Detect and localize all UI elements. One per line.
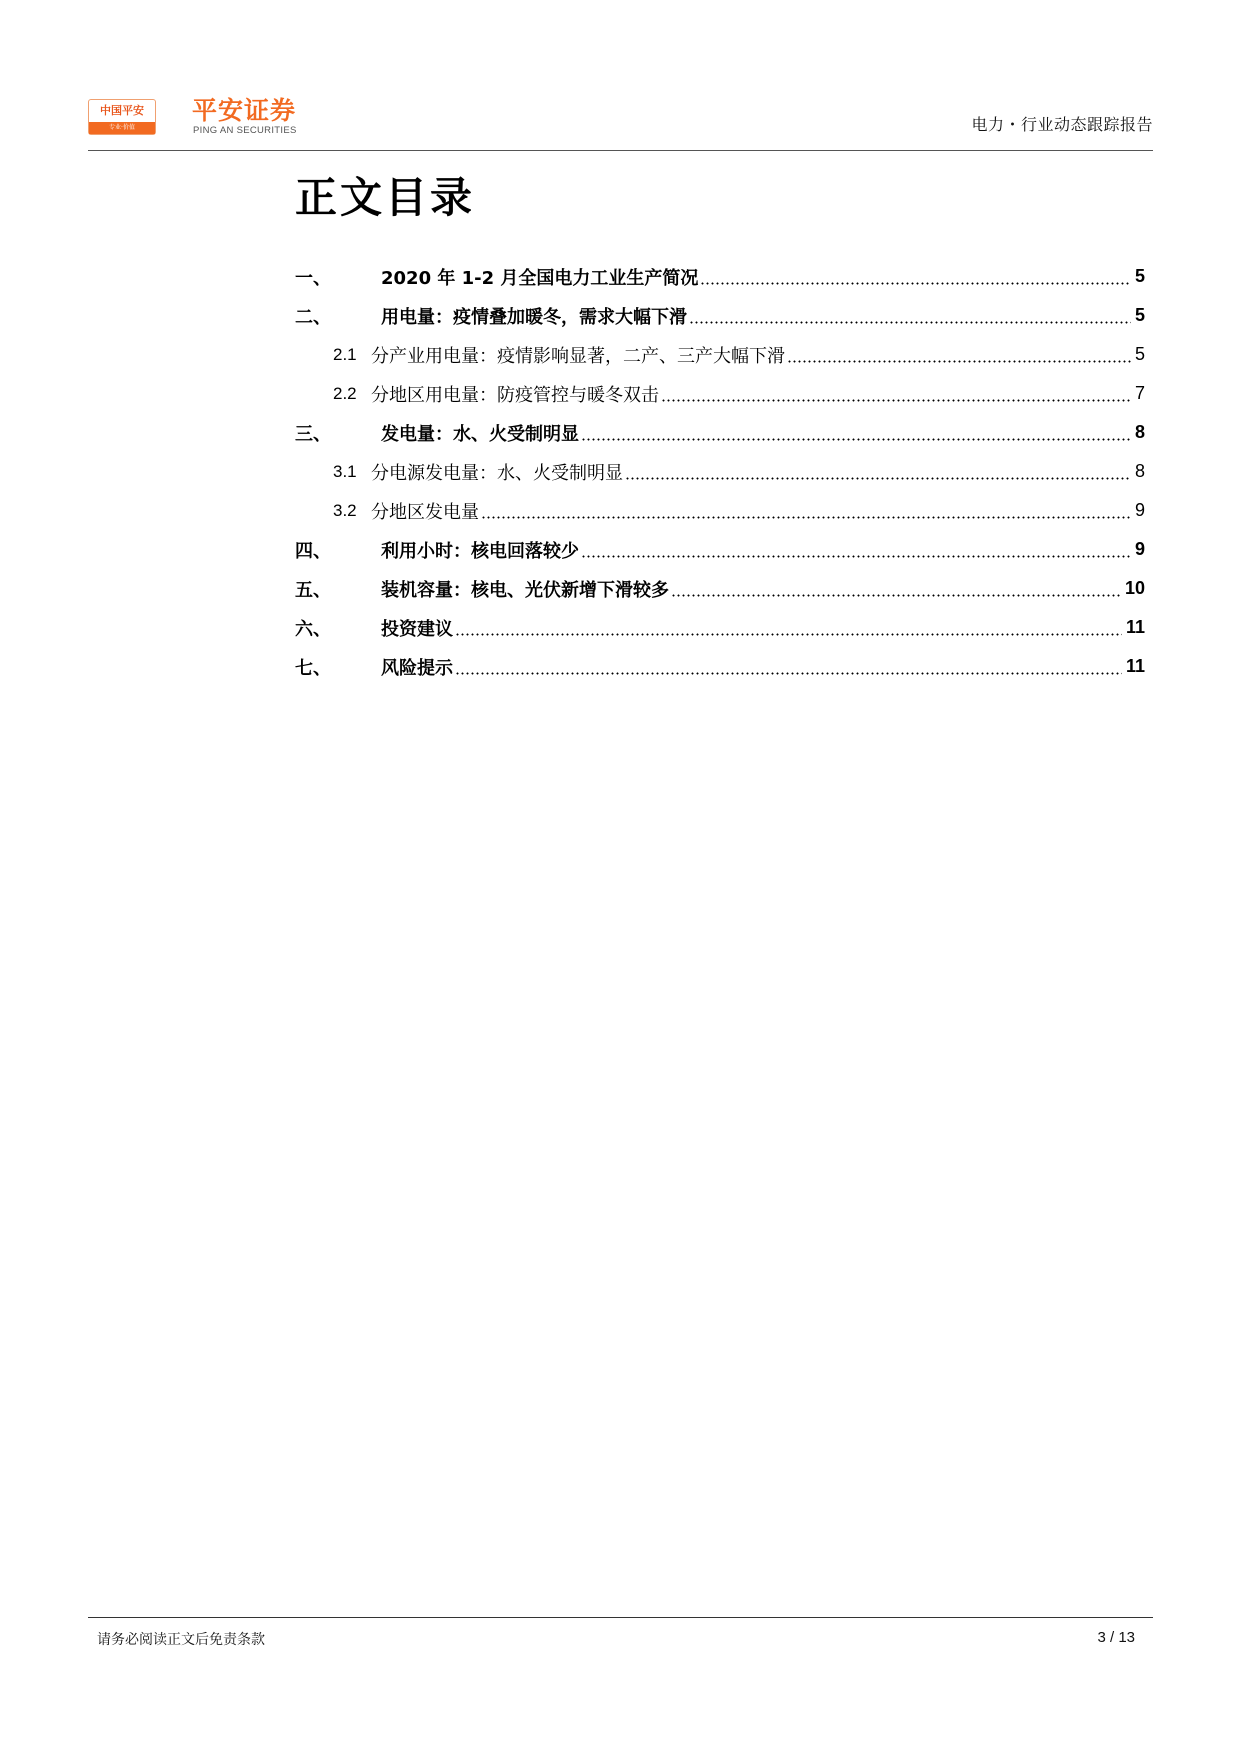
toc-dot-leader <box>481 516 1131 519</box>
toc-entry-number: 五、 <box>295 579 331 601</box>
toc-entry-number: 一、 <box>295 267 331 289</box>
toc-entry-title: 利用小时：核电回落较少 <box>381 540 579 562</box>
toc-entry-page: 7 <box>1134 383 1145 403</box>
header-divider <box>88 150 1153 151</box>
toc-entry-page: 11 <box>1125 656 1145 676</box>
ping-an-securities-logo <box>192 97 332 139</box>
toc-entry-number: 七、 <box>295 657 331 679</box>
toc-entry[interactable] <box>295 335 1145 374</box>
toc-entry-page: 11 <box>1125 617 1145 637</box>
toc-entry[interactable] <box>295 374 1145 413</box>
toc-entry-title: 装机容量：核电、光伏新增下滑较多 <box>381 579 669 601</box>
group-logo-text: 中国平安 <box>100 104 144 117</box>
toc-entry-title: 分电源发电量：水、火受制明显 <box>371 462 623 484</box>
toc-entry-title: 投资建议 <box>381 618 453 640</box>
group-logo-tagline: 专业·价值 <box>89 122 155 134</box>
toc-entry-number: 二、 <box>295 306 331 328</box>
toc-entry[interactable] <box>295 647 1145 686</box>
toc-entry-title: 发电量：水、火受制明显 <box>381 423 579 445</box>
ping-an-group-logo <box>88 99 156 135</box>
toc-dot-leader <box>455 633 1122 636</box>
toc-entry-number: 四、 <box>295 540 331 562</box>
toc-dot-leader <box>689 321 1131 324</box>
table-of-contents <box>295 257 1145 686</box>
toc-entry[interactable] <box>295 452 1145 491</box>
toc-entry-number: 三、 <box>295 423 331 445</box>
toc-entry-page: 9 <box>1134 539 1145 559</box>
toc-entry-page: 8 <box>1134 461 1145 481</box>
toc-dot-leader <box>625 477 1131 480</box>
toc-entry-page: 5 <box>1134 344 1145 364</box>
toc-entry-page: 8 <box>1134 422 1145 442</box>
toc-entry-title: 用电量：疫情叠加暖冬，需求大幅下滑 <box>381 306 687 328</box>
toc-entry[interactable] <box>295 296 1145 335</box>
toc-entry-title: 分地区用电量：防疫管控与暖冬双击 <box>371 384 659 406</box>
footer-divider <box>88 1617 1153 1618</box>
toc-entry-number: 3.2 <box>333 500 357 520</box>
securities-logo-en: PING AN SECURITIES <box>193 125 297 136</box>
toc-entry-page: 9 <box>1134 500 1145 520</box>
toc-entry-page: 10 <box>1124 578 1145 598</box>
toc-entry[interactable] <box>295 413 1145 452</box>
toc-entry-number: 六、 <box>295 618 331 640</box>
toc-dot-leader <box>700 282 1131 285</box>
toc-entry-title: 2020 年 1-2 月全国电力工业生产简况 <box>381 267 699 289</box>
report-type-title: 电力・行业动态跟踪报告 <box>971 115 1153 134</box>
toc-entry-title: 风险提示 <box>381 657 453 679</box>
toc-entry-title: 分地区发电量 <box>371 501 479 523</box>
toc-entry-page: 5 <box>1134 266 1145 286</box>
toc-entry[interactable] <box>295 569 1145 608</box>
page-title: 正文目录 <box>295 173 476 222</box>
toc-entry[interactable] <box>295 530 1145 569</box>
securities-logo-cn: 平安证券 <box>192 96 297 125</box>
toc-entry[interactable] <box>295 257 1145 296</box>
toc-dot-leader <box>455 672 1122 675</box>
toc-dot-leader <box>581 438 1131 441</box>
footer-disclaimer: 请务必阅读正文后免责条款 <box>97 1632 265 1648</box>
toc-entry-page: 5 <box>1134 305 1145 325</box>
toc-entry-number: 2.2 <box>333 383 357 403</box>
toc-entry-title: 分产业用电量：疫情影响显著，二产、三产大幅下滑 <box>371 345 785 367</box>
toc-dot-leader <box>581 555 1131 558</box>
page-indicator: 3 / 13 <box>1097 1629 1135 1646</box>
toc-dot-leader <box>661 399 1131 402</box>
toc-dot-leader <box>671 594 1121 597</box>
toc-entry[interactable] <box>295 491 1145 530</box>
toc-entry-number: 3.1 <box>333 461 357 481</box>
toc-entry[interactable] <box>295 608 1145 647</box>
toc-dot-leader <box>787 360 1131 363</box>
toc-entry-number: 2.1 <box>333 344 357 364</box>
